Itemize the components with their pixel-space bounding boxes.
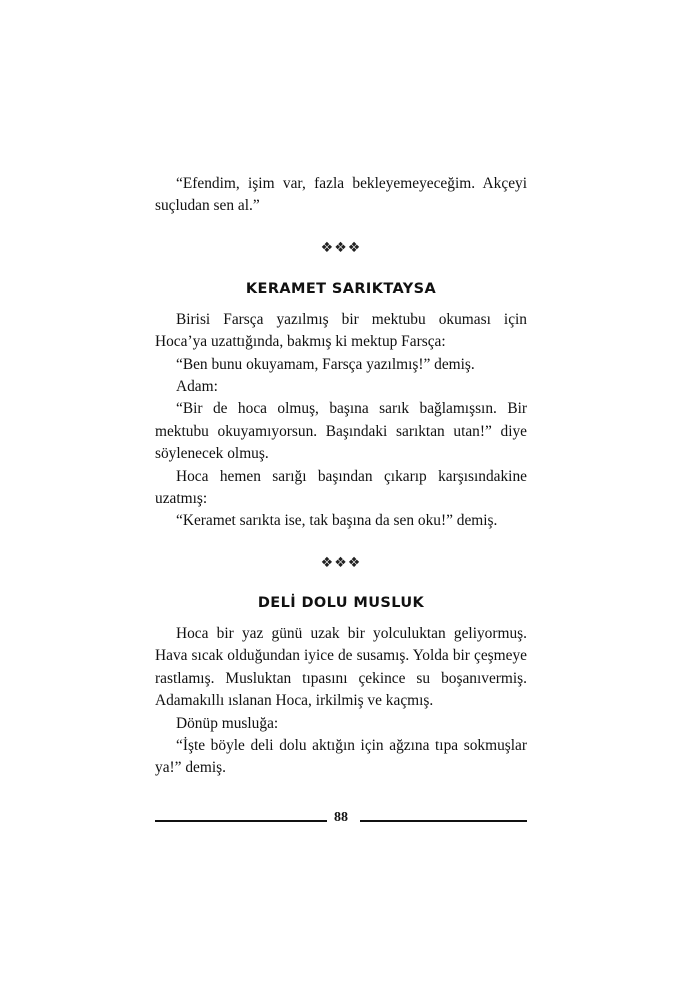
paragraph: “Ben bunu okuyamam, Farsça yazılmış!” demiş. <box>176 355 475 373</box>
paragraph: “İşte böyle deli dolu aktığın için ağzına tıpa sokmuşlar ya!” demiş. <box>155 736 527 777</box>
paragraph: “Bir de hoca olmuş, başına sarık bağlamışsın. Bir mektubu okuyamıyorsun. Başındaki sarıktan utan!” diye söylenecek olmuş. <box>155 400 527 463</box>
paragraph: Hoca bir yaz günü uzak bir yolculuktan geliyormuş. Hava sıcak olduğundan iyice de susamış. Yolda bir çeşmeye rastlamış. Musluktan tıpasını çekince su boşanıvermiş. Adamakıllı ıslanan Hoca, irkilmiş ve kaçmış. <box>155 624 527 710</box>
paragraph: Adam: <box>176 378 218 396</box>
story-title: KERAMET SARIKTAYSA <box>245 280 437 297</box>
page-number: 88 <box>334 810 348 825</box>
paragraph: Birisi Farsça yazılmış bir mektubu okuması için Hoca’ya uzattığında, bakmış ki mektup Farsça: <box>155 310 527 351</box>
paragraph: Hoca hemen sarığı başından çıkarıp karşısındakine uzatmış: <box>155 467 527 508</box>
paragraph: “Keramet sarıkta ise, tak başına da sen oku!” demiş. <box>176 512 498 530</box>
section-divider-ornament: ❖❖❖ <box>320 239 362 256</box>
paragraph: “Efendim, işim var, fazla bekleyemeyeceğim. Akçeyi suçludan sen al.” <box>155 175 527 215</box>
page-body <box>155 0 527 780</box>
story-title: DELİ DOLU MUSLUK <box>257 594 425 611</box>
footer-rule-right <box>360 820 527 822</box>
paragraph: Dönüp musluğa: <box>176 714 279 732</box>
page-footer <box>155 810 527 830</box>
section-divider-ornament: ❖❖❖ <box>320 554 362 571</box>
